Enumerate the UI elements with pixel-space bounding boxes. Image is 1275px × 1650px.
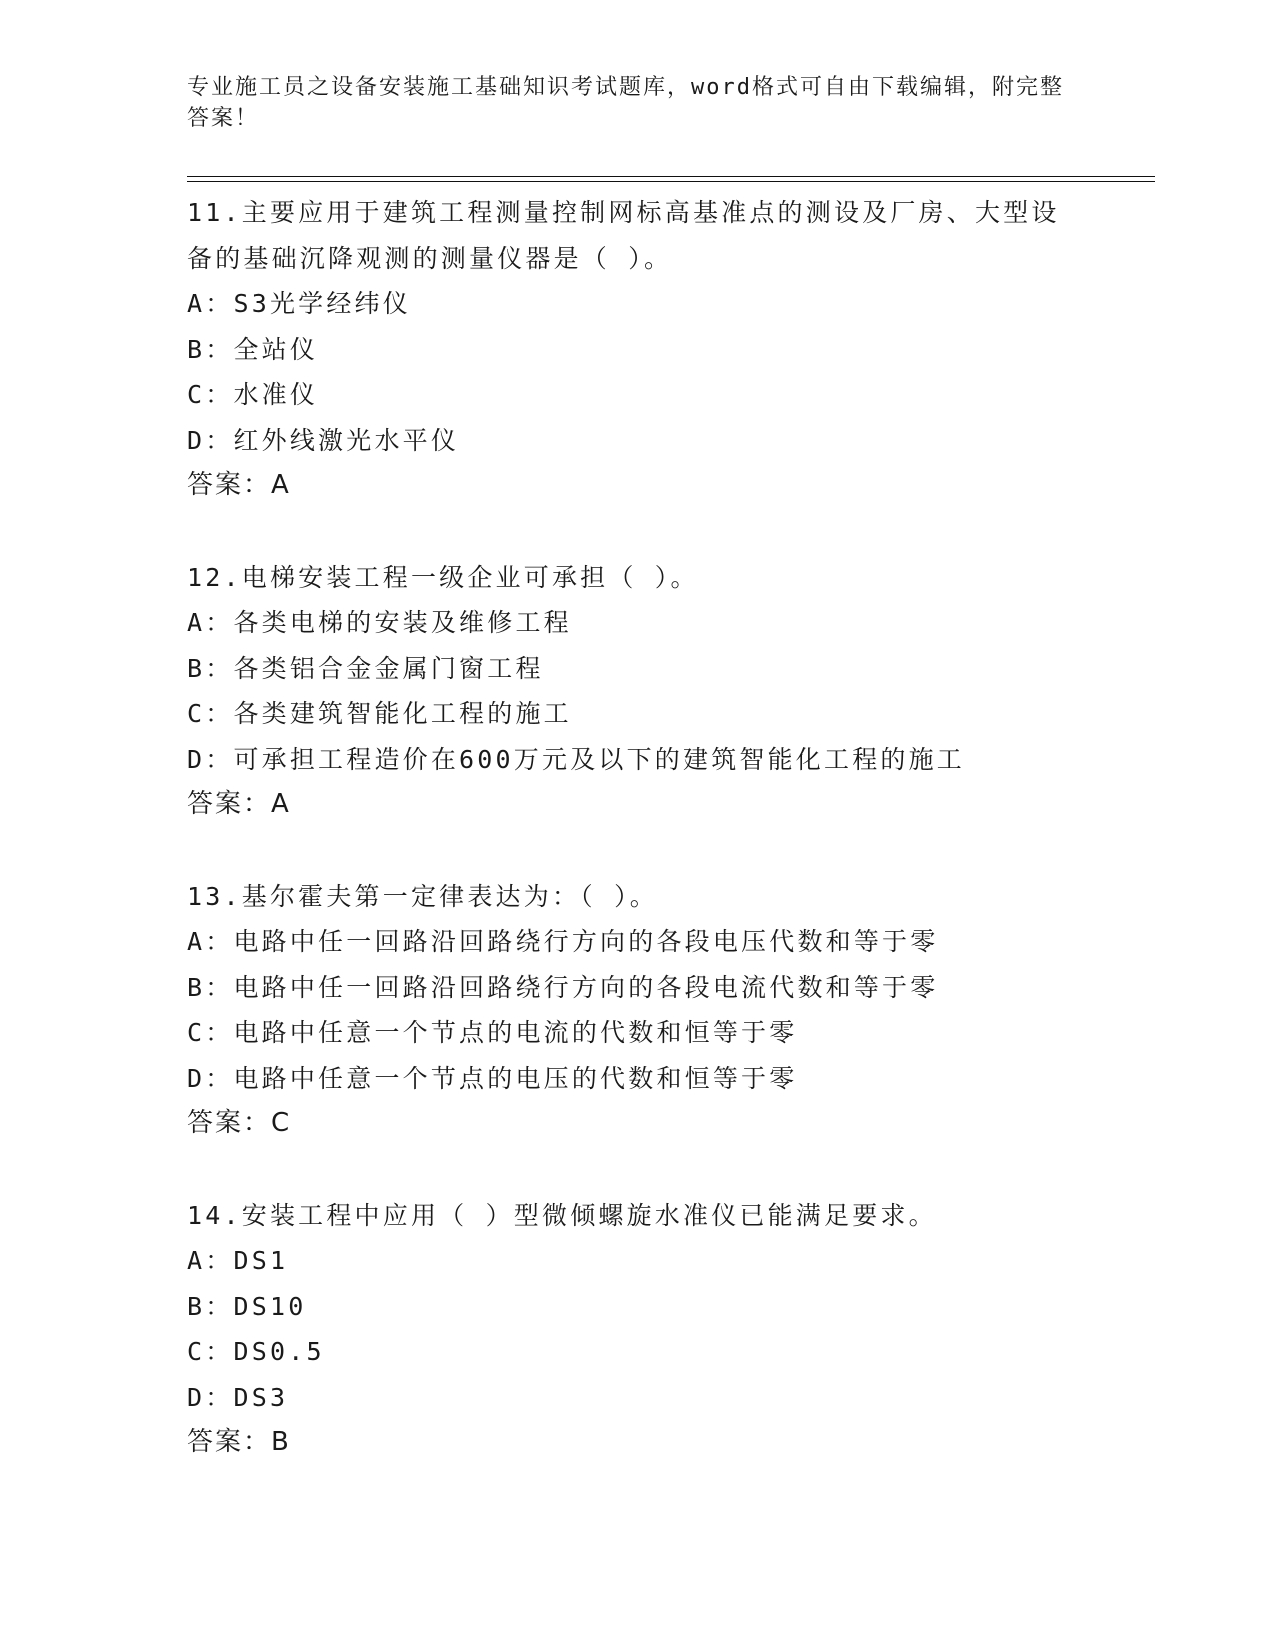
option-a: A：电路中任一回路沿回路绕行方向的各段电压代数和等于零 (187, 927, 939, 956)
header-divider-top (187, 176, 1155, 177)
option-d: D：电路中任意一个节点的电压的代数和恒等于零 (187, 1063, 798, 1093)
option-a: A：DS1 (187, 1246, 289, 1275)
answer: 答案：A (187, 789, 291, 819)
question-11 (187, 190, 1147, 509)
answer: 答案：A (187, 470, 291, 500)
option-b: B：DS10 (187, 1291, 307, 1321)
question-13 (187, 874, 1147, 1147)
option-d: D：DS3 (187, 1382, 289, 1412)
option-c: C：水准仪 (187, 380, 319, 409)
question-text: 11.主要应用于建筑工程测量控制网标高基准点的测设及厂房、大型设备的基础沉降观测的测量仪器是（ ）。 (187, 198, 1060, 273)
option-a: A：S3光学经纬仪 (187, 289, 411, 318)
answer: 答案：C (187, 1108, 292, 1138)
option-d: D：可承担工程造价在600万元及以下的建筑智能化工程的施工 (187, 744, 966, 774)
option-c: C：各类建筑智能化工程的施工 (187, 699, 572, 728)
option-d: D：红外线激光水平仪 (187, 425, 460, 455)
answer: 答案：B (187, 1427, 291, 1457)
question-12 (187, 555, 1147, 828)
question-list (187, 190, 1147, 1512)
option-b: B：全站仪 (187, 334, 319, 364)
question-text: 14.安装工程中应用（ ）型微倾螺旋水准仪已能满足要求。 (187, 1200, 937, 1230)
option-b: B：电路中任一回路沿回路绕行方向的各段电流代数和等于零 (187, 972, 939, 1002)
option-b: B：各类铝合金金属门窗工程 (187, 653, 544, 683)
header-divider-bottom (187, 181, 1155, 182)
document-header: 专业施工员之设备安装施工基础知识考试题库，word格式可自由下载编辑，附完整答案！ (187, 75, 1064, 131)
question-14 (187, 1193, 1147, 1466)
option-c: C：DS0.5 (187, 1337, 325, 1366)
question-text: 13.基尔霍夫第一定律表达为：（ ）。 (187, 881, 659, 911)
option-c: C：电路中任意一个节点的电流的代数和恒等于零 (187, 1018, 798, 1047)
option-a: A：各类电梯的安装及维修工程 (187, 608, 572, 637)
question-text: 12.电梯安装工程一级企业可承担（ ）。 (187, 562, 699, 592)
